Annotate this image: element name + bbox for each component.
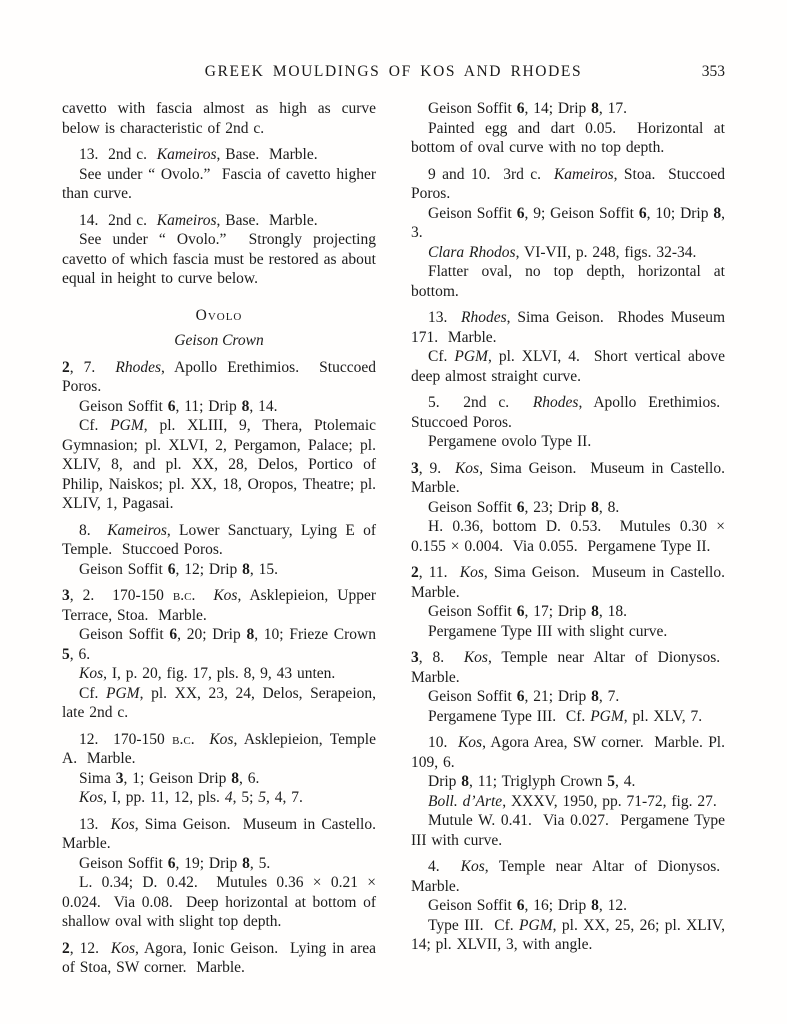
text-run: , 12. xyxy=(598,897,628,914)
text-run: 8 xyxy=(591,603,599,620)
text-run: Geison Soffit xyxy=(428,498,517,516)
text-run: PGM xyxy=(106,684,140,702)
text-run xyxy=(195,731,210,748)
catalogue-paragraph xyxy=(62,165,376,204)
catalogue-paragraph xyxy=(62,99,376,138)
text-run: 13. xyxy=(79,815,111,833)
catalogue-paragraph xyxy=(62,358,376,397)
catalogue-paragraph xyxy=(62,586,376,625)
text-run: Kameiros xyxy=(553,165,614,183)
text-run: 4. xyxy=(428,858,461,875)
text-run: 3 xyxy=(411,649,419,666)
text-run: , 4, 7. xyxy=(266,789,303,806)
text-run xyxy=(195,587,213,604)
text-run: Kos xyxy=(457,734,483,751)
text-run: 12. 170-150 xyxy=(79,730,173,748)
text-run: Geison Soffit xyxy=(428,688,517,705)
text-run: 13. xyxy=(428,309,462,326)
catalogue-paragraph xyxy=(411,119,725,158)
text-run: Kos xyxy=(460,858,485,875)
text-run: , Apollo Erethimios. Stuccoed Poros. xyxy=(62,358,376,395)
text-run: 5 xyxy=(607,773,616,790)
catalogue-paragraph xyxy=(62,730,376,769)
text-run: L. 0.34; D. 0.42. Mutules 0.36 × 0.21 × 0.024. Via 0.08. Deep horizontal at bottom of shallow oval with slight top depth. xyxy=(62,874,376,930)
text-run: 6 xyxy=(516,204,525,222)
text-run: , pl. XX, 25, 26; pl. XLIV, 14; pl. XLVII, 3, with angle. xyxy=(411,916,725,953)
text-run: , 7. xyxy=(598,688,620,705)
text-run: , 5. xyxy=(249,854,271,872)
text-run: 8. xyxy=(79,521,108,539)
text-run: , 12; Drip xyxy=(175,560,243,578)
catalogue-paragraph xyxy=(411,648,725,687)
text-run: 5 xyxy=(62,645,70,663)
text-run: , 6. xyxy=(239,769,260,787)
text-run: See under “ Ovolo.” Fascia of cavetto higher than curve. xyxy=(62,165,376,202)
text-run: Rhodes xyxy=(532,394,579,411)
text-run: Boll. d’Arte xyxy=(428,792,503,810)
text-run: , Sima Geison. Museum in Castello. Marble. xyxy=(411,564,725,601)
text-run: 8 xyxy=(242,560,250,578)
text-run: , 7. xyxy=(69,358,116,376)
text-run: , pl. XLV, 7. xyxy=(623,707,703,725)
text-run: , Stoa. Stuccoed Poros. xyxy=(411,165,726,202)
text-run: , 12. xyxy=(69,939,111,957)
text-run: Geison Soffit xyxy=(79,560,168,578)
section-heading: Ovolo xyxy=(195,306,243,324)
catalogue-paragraph xyxy=(411,857,725,896)
catalogue-paragraph xyxy=(411,393,725,432)
text-run: Kos xyxy=(79,789,104,806)
text-run: , 3. xyxy=(411,204,725,241)
catalogue-paragraph xyxy=(411,707,725,727)
text-run: , 4. xyxy=(615,773,636,790)
page-number: 353 xyxy=(701,63,725,80)
catalogue-paragraph xyxy=(62,145,376,165)
catalogue-paragraph xyxy=(411,459,725,498)
text-run: 8 xyxy=(241,397,250,415)
text-run: 6 xyxy=(516,897,525,914)
catalogue-paragraph xyxy=(411,687,725,707)
catalogue-paragraph xyxy=(62,211,376,231)
text-run: 3 xyxy=(411,459,419,477)
text-run: , Asklepieion, Upper Terrace, Stoa. Marble. xyxy=(62,587,376,624)
text-run: , I, pp. 11, 12, pls. xyxy=(103,789,225,806)
catalogue-paragraph xyxy=(411,792,725,812)
catalogue-paragraph xyxy=(411,896,725,916)
text-run: , 9; Geison Soffit xyxy=(524,204,639,222)
catalogue-paragraph xyxy=(411,99,725,119)
text-run: Clara Rhodos xyxy=(428,243,516,261)
text-run: , 11. xyxy=(418,564,460,581)
text-run: 8 xyxy=(591,498,599,516)
text-run: 6 xyxy=(516,603,525,620)
text-run: 6 xyxy=(169,626,178,643)
text-run: , 17; Drip xyxy=(524,603,592,620)
text-run: , 10; Frieze Crown xyxy=(254,626,376,643)
text-run: , pl. XX, 23, 24, Delos, Serapeion, late 2nd c. xyxy=(62,684,376,721)
text-run: Rhodes xyxy=(461,309,507,326)
catalogue-paragraph xyxy=(62,854,376,874)
page-header xyxy=(62,62,725,84)
text-run: , 11; Triglyph Crown xyxy=(469,773,608,790)
text-run: Kos xyxy=(209,730,234,748)
text-run: Kos xyxy=(213,587,238,604)
text-run: 6 xyxy=(167,854,176,872)
catalogue-paragraph xyxy=(411,622,725,642)
text-run: 3 xyxy=(115,769,124,787)
text-run: , 14; Drip xyxy=(524,100,592,117)
text-run: Cf. xyxy=(79,684,106,702)
text-run: , Base. Marble. xyxy=(216,211,318,229)
catalogue-paragraph xyxy=(411,811,725,850)
text-run: , 21; Drip xyxy=(524,688,592,705)
text-run: 8 xyxy=(246,626,255,643)
text-run: Geison Soffit xyxy=(428,897,517,914)
text-run: , 9. xyxy=(418,459,455,477)
text-run: PGM xyxy=(454,348,488,365)
text-run: 6 xyxy=(638,204,647,222)
text-run: Rhodes xyxy=(115,358,162,376)
text-run: , 15. xyxy=(249,560,279,578)
text-run: , 23; Drip xyxy=(524,498,592,516)
text-run: PGM xyxy=(110,417,144,434)
catalogue-paragraph xyxy=(62,815,376,854)
text-run: PGM xyxy=(590,707,624,725)
text-run: Type III. Cf. xyxy=(428,916,520,934)
text-run: 8 xyxy=(231,769,240,787)
text-run: 9 and 10. 3rd c. xyxy=(428,165,554,183)
text-run: , I, p. 20, fig. 17, pls. 8, 9, 43 unten. xyxy=(103,665,336,682)
catalogue-paragraph xyxy=(411,602,725,622)
catalogue-paragraph xyxy=(411,432,725,452)
text-run: , 8. xyxy=(418,649,464,666)
catalogue-paragraph xyxy=(62,684,376,723)
catalogue-paragraph xyxy=(62,939,376,978)
text-run: b.c. xyxy=(172,730,195,748)
catalogue-paragraph xyxy=(62,560,376,580)
text-run: , VI-VII, p. 248, figs. 32-34. xyxy=(515,243,697,261)
text-run: , 18. xyxy=(598,603,628,620)
catalogue-paragraph xyxy=(411,308,725,347)
catalogue-paragraph xyxy=(411,165,725,204)
catalogue-paragraph xyxy=(411,347,725,386)
text-run: H. 0.36, bottom D. 0.53. Mutules 0.30 × 0.155 × 0.004. Via 0.055. Pergamene Type II. xyxy=(411,518,725,555)
catalogue-paragraph xyxy=(411,772,725,792)
text-run: 10. xyxy=(428,734,458,751)
text-run: Kameiros xyxy=(107,521,167,539)
text-run: Pergamene Type III with slight curve. xyxy=(428,622,668,640)
catalogue-paragraph xyxy=(411,498,725,518)
text-run: 3 xyxy=(62,587,70,604)
text-run: Geison Soffit xyxy=(428,603,517,620)
text-run: Sima xyxy=(79,769,116,787)
running-title: GREEK MOULDINGS OF KOS AND RHODES xyxy=(204,63,583,80)
text-run: 5 xyxy=(258,789,266,806)
text-run: Geison Soffit xyxy=(79,854,168,872)
catalogue-paragraph xyxy=(62,769,376,789)
section-subheading: Geison Crown xyxy=(174,332,264,349)
catalogue-paragraph xyxy=(411,916,725,955)
text-run: 6 xyxy=(167,560,176,578)
catalogue-paragraph xyxy=(62,416,376,514)
text-run: 4 xyxy=(224,789,233,806)
text-run: See under “ Ovolo.” Strongly projecting cavetto of which fascia must be restored as about equal in height to curve below. xyxy=(62,231,376,287)
catalogue-paragraph xyxy=(62,625,376,664)
text-run: Kameiros xyxy=(156,146,217,163)
catalogue-paragraph xyxy=(62,521,376,560)
text-run: Kos xyxy=(79,665,104,682)
text-run: , 14. xyxy=(249,397,278,415)
text-run: , Sima Geison. Museum in Castello. Marble. xyxy=(62,815,376,852)
right-column xyxy=(411,99,725,978)
text-run: 6 xyxy=(516,100,525,117)
text-run: Kos xyxy=(463,649,488,666)
text-run: 8 xyxy=(713,204,722,222)
catalogue-paragraph xyxy=(411,204,725,243)
text-run: , 8. xyxy=(598,498,620,516)
catalogue-paragraph xyxy=(62,873,376,932)
text-run: , Asklepieion, Temple A. Marble. xyxy=(62,730,376,767)
text-run: , 20; Drip xyxy=(177,626,247,643)
catalogue-paragraph xyxy=(411,563,725,602)
text-run: Geison Soffit xyxy=(79,397,168,415)
text-run: 6 xyxy=(516,498,525,516)
text-run: 2 xyxy=(411,564,419,581)
text-run: Kos xyxy=(454,459,480,477)
text-run: , 5; xyxy=(232,789,259,806)
text-run: Kameiros xyxy=(156,211,217,229)
text-run: 13. 2nd c. xyxy=(79,146,157,163)
text-run: 6 xyxy=(516,688,525,705)
text-run: 6 xyxy=(167,397,176,415)
catalogue-paragraph xyxy=(411,262,725,301)
text-run: Kos xyxy=(110,939,135,957)
catalogue-paragraph xyxy=(62,397,376,417)
text-run: , XXXV, 1950, pp. 71-72, fig. 27. xyxy=(502,792,717,810)
text-run: Geison Soffit xyxy=(79,626,170,643)
text-run: , Base. Marble. xyxy=(216,146,318,163)
text-run: Geison Soffit xyxy=(428,204,517,222)
text-run: , Lower Sanctuary, Lying E of Temple. Stuccoed Poros. xyxy=(62,521,377,558)
text-run: Pergamene Type III. Cf. xyxy=(428,707,591,725)
text-run: 14. 2nd c. xyxy=(79,211,157,229)
catalogue-paragraph xyxy=(411,733,725,772)
text-run: Cf. xyxy=(79,417,111,434)
text-run: 2 xyxy=(62,939,70,957)
text-run: b.c. xyxy=(172,587,196,604)
text-run: Drip xyxy=(428,773,462,790)
text-run: , 19; Drip xyxy=(175,854,243,872)
text-run: Flatter oval, no top depth, horizontal at bottom. xyxy=(411,263,725,300)
text-run: , Sima Geison. Museum in Castello. Marble. xyxy=(411,459,725,496)
text-run: 8 xyxy=(591,688,599,705)
catalogue-paragraph xyxy=(411,243,725,263)
text-run: 8 xyxy=(591,100,599,117)
text-run: , Agora Area, SW corner. Marble. Pl. 109, 6. xyxy=(411,734,725,771)
text-run: , Sima Geison. Rhodes Museum 171. Marble. xyxy=(411,309,726,346)
text-run: 8 xyxy=(591,897,599,914)
text-run: , pl. XLVI, 4. Short vertical above deep almost straight curve. xyxy=(411,348,726,385)
text-run: , 10; Drip xyxy=(646,204,714,222)
text-run: Cf. xyxy=(428,348,455,365)
catalogue-paragraph xyxy=(62,664,376,684)
catalogue-paragraph xyxy=(411,517,725,556)
text-run: , 11; Drip xyxy=(175,397,242,415)
text-run: 8 xyxy=(461,773,470,790)
catalogue-paragraph xyxy=(62,230,376,289)
text-run: Painted egg and dart 0.05. Horizontal at bottom of oval curve with no top depth. xyxy=(411,119,725,156)
catalogue-paragraph xyxy=(62,788,376,808)
text-run: , Temple near Altar of Dionysos. Marble. xyxy=(411,649,725,686)
text-run: , 2. 170-150 xyxy=(69,587,173,604)
text-run: 8 xyxy=(242,854,250,872)
text-run: , Temple near Altar of Dionysos. Marble. xyxy=(411,858,725,895)
text-run: PGM xyxy=(519,916,553,934)
text-run: 5. 2nd c. xyxy=(428,394,533,411)
text-columns xyxy=(62,99,725,978)
text-run: , 17. xyxy=(598,100,628,117)
text-run: Pergamene ovolo Type II. xyxy=(428,433,592,450)
text-run: , Apollo Erethimios. Stuccoed Poros. xyxy=(411,394,725,431)
text-run: , pl. XLIII, 9, Thera, Ptolemaic Gymnasion; pl. XLVI, 2, Pergamon, Palace; pl. XLIV, 8, and pl. XX, 28, Delos, Portico of Philip, Naiskos; pl. XX, 18, Oropos, Theatre; pl. XLIV, 1, Pagasai. xyxy=(62,417,376,512)
text-run: Kos xyxy=(110,815,135,833)
text-run: , Agora, Ionic Geison. Lying in area of Stoa, SW corner. Marble. xyxy=(62,939,376,976)
text-run: , 1; Geison Drip xyxy=(123,769,232,787)
left-column xyxy=(62,99,376,978)
text-run: , 16; Drip xyxy=(524,897,592,914)
text-run: 2 xyxy=(62,358,70,376)
text-run: Kos xyxy=(459,564,484,581)
text-run: Mutule W. 0.41. Via 0.027. Pergamene Type III with curve. xyxy=(411,812,725,849)
text-run: Geison Soffit xyxy=(428,100,517,117)
text-run: , 6. xyxy=(69,645,91,663)
text-run: cavetto with fascia almost as high as curve below is characteristic of 2nd c. xyxy=(62,100,376,137)
